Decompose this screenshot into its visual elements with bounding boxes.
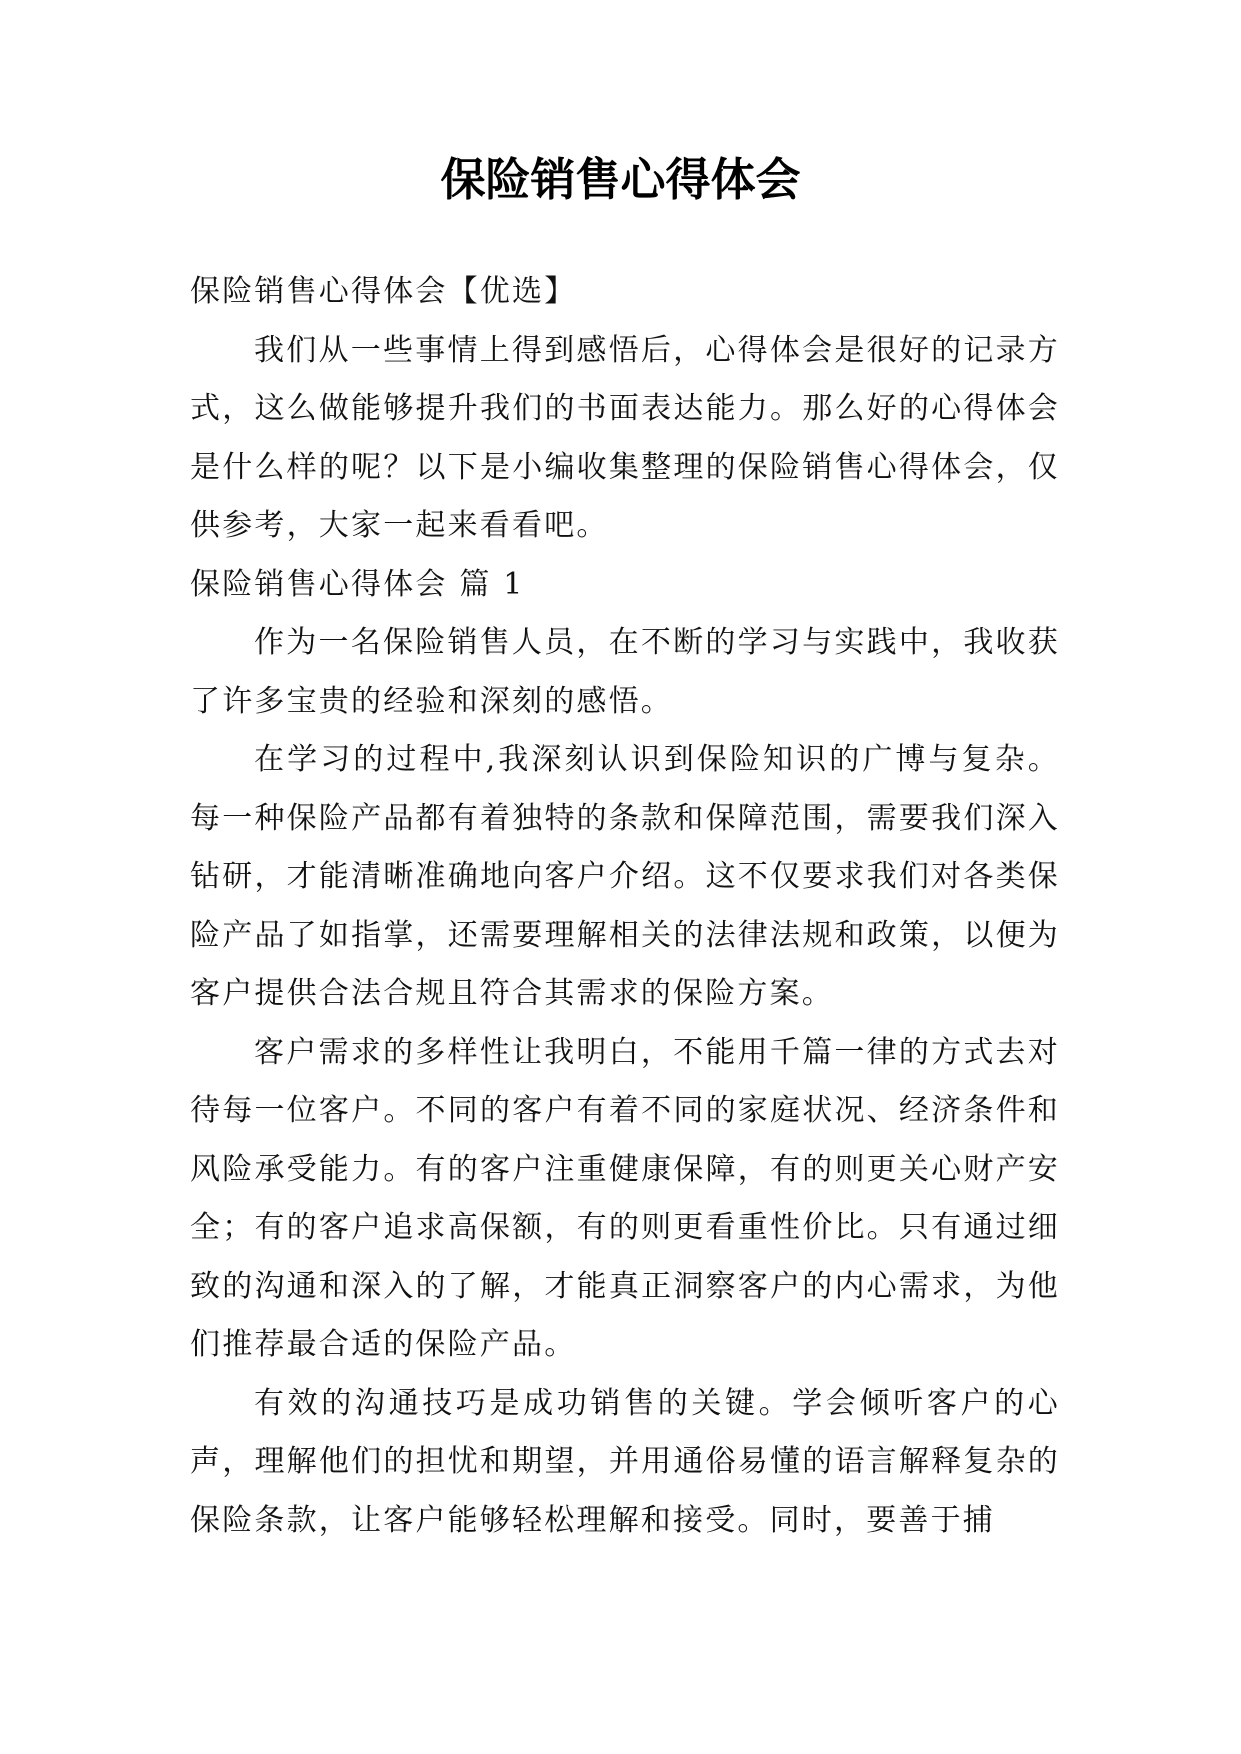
intro-paragraph: 我们从一些事情上得到感悟后，心得体会是很好的记录方式，这么做能够提升我们的书面表达能力。那么好的心得体会是什么样的呢？以下是小编收集整理的保险销售心得体会，仅供参考，大家一起来看看吧。 [190,332,1060,543]
document-body [190,263,1060,1550]
body-paragraph: 在学习的过程中,我深刻认识到保险知识的广博与复杂。每一种保险产品都有着独特的条款和保障范围，需要我们深入钻研，才能清晰准确地向客户介绍。这不仅要求我们对各类保险产品了如指掌，还需要理解相关的法律法规和政策，以便为客户提供合法合规且符合其需求的保险方案。 [190,742,1060,1011]
intro-heading: 保险销售心得体会【优选】 [190,274,577,309]
section-heading-1: 保险销售心得体会 篇 1 [190,566,525,602]
body-paragraph: 有效的沟通技巧是成功销售的关键。学会倾听客户的心声，理解他们的担忧和期望，并用通俗易懂的语言解释复杂的保险条款，让客户能够轻松理解和接受。同时，要善于捕 [190,1385,1060,1538]
body-paragraph: 客户需求的多样性让我明白，不能用千篇一律的方式去对待每一位客户。不同的客户有着不同的家庭状况、经济条件和风险承受能力。有的客户注重健康保障，有的则更关心财产安全；有的客户追求高保额，有的则更看重性价比。只有通过细致的沟通和深入的了解，才能真正洞察客户的内心需求，为他们推荐最合适的保险产品。 [190,1034,1060,1362]
body-paragraph: 作为一名保险销售人员，在不断的学习与实践中，我收获了许多宝贵的经验和深刻的感悟。 [190,625,1060,719]
document-title: 保险销售心得体会 [440,153,801,206]
